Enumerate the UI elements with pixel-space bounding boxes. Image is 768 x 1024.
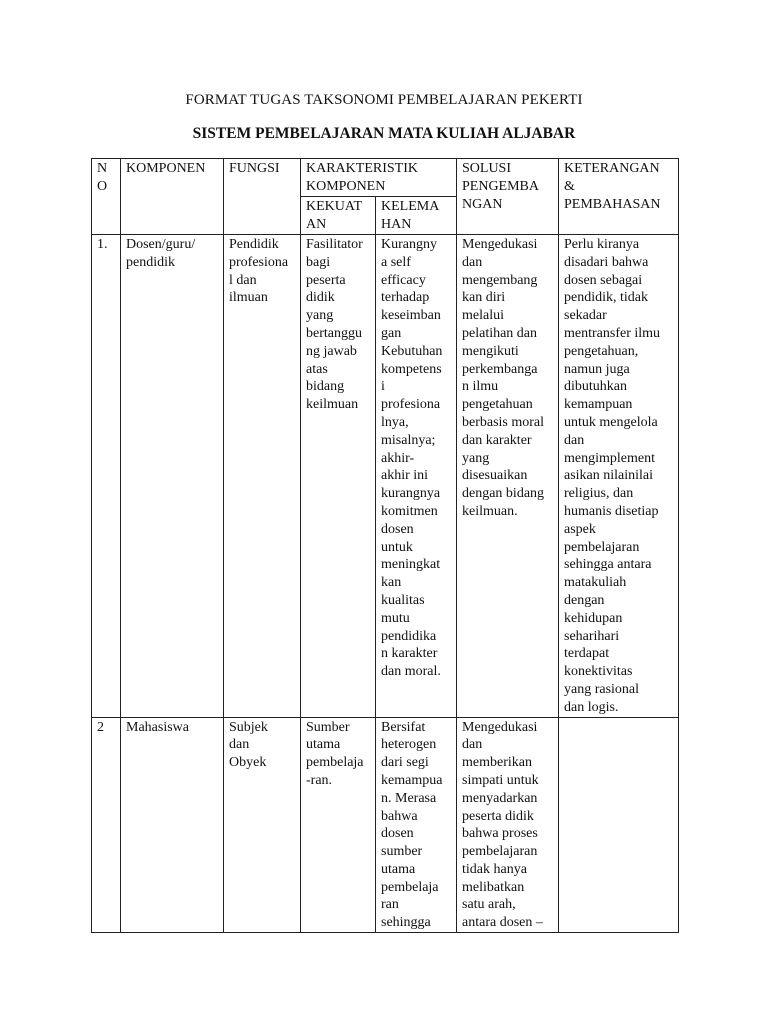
header-no: N O	[92, 159, 121, 235]
header-karakteristik: KARAKTERISTIK KOMPONEN	[301, 159, 457, 197]
cell-solusi: Mengedukasi dan memberikan simpati untuk menyadarkan peserta didik bahwa proses pembelajaran tidak hanya melibatkan satu arah, antara dosen –	[457, 717, 559, 933]
cell-keterangan: Perlu kiranya disadari bahwa dosen sebagai pendidik, tidak sekadar mentransfer ilmu pengetahuan, namun juga dibutuhkan kemampuan untuk mengelola dan mengimplement asikan nilainilai religius, dan humanis disetiap aspek pembelajaran sehingga antara matakuliah dengan kehidupan seharihari terdapat konektivitas yang rasional dan logis.	[559, 235, 679, 718]
table-row	[92, 235, 679, 718]
table-row	[92, 717, 679, 933]
cell-kekuatan: Fasilitator bagi peserta didik yang bertanggu ng jawab atas bidang keilmuan	[301, 235, 376, 718]
cell-kekuatan: Sumber utama pembelaja -ran.	[301, 717, 376, 933]
taxonomy-table	[91, 158, 679, 933]
cell-fungsi: Subjek dan Obyek	[224, 717, 301, 933]
header-keterangan: KETERANGAN & PEMBAHASAN	[559, 159, 679, 235]
cell-komponen: Mahasiswa	[121, 717, 224, 933]
cell-solusi: Mengedukasi dan mengembang kan diri melalui pelatihan dan mengikuti perkembanga n ilmu pengetahuan berbasis moral dan karakter yang disesuaikan dengan bidang keilmuan.	[457, 235, 559, 718]
cell-no: 2	[92, 717, 121, 933]
header-kelemahan: KELEMA HAN	[376, 197, 457, 235]
cell-kelemahan: Bersifat heterogen dari segi kemampua n. Merasa bahwa dosen sumber utama pembelaja ran sehingga	[376, 717, 457, 933]
header-komponen: KOMPONEN	[121, 159, 224, 235]
table-header-row	[92, 159, 679, 197]
header-solusi: SOLUSI PENGEMBA NGAN	[457, 159, 559, 235]
header-kekuatan: KEKUAT AN	[301, 197, 376, 235]
cell-fungsi: Pendidik profesiona l dan ilmuan	[224, 235, 301, 718]
cell-keterangan	[559, 717, 679, 933]
document-subtitle: SISTEM PEMBELAJARAN MATA KULIAH ALJABAR	[192, 125, 576, 142]
header-fungsi: FUNGSI	[224, 159, 301, 235]
cell-kelemahan: Kurangny a self efficacy terhadap keseimban gan Kebutuhan kompetens i profesiona lnya, misalnya; akhir- akhir ini kurangnya komitmen dosen untuk meningkat kan kualitas mutu pendidika n karakter dan moral.	[376, 235, 457, 718]
document-title: FORMAT TUGAS TAKSONOMI PEMBELAJARAN PEKERTI	[185, 92, 583, 108]
cell-no: 1.	[92, 235, 121, 718]
cell-komponen: Dosen/guru/ pendidik	[121, 235, 224, 718]
